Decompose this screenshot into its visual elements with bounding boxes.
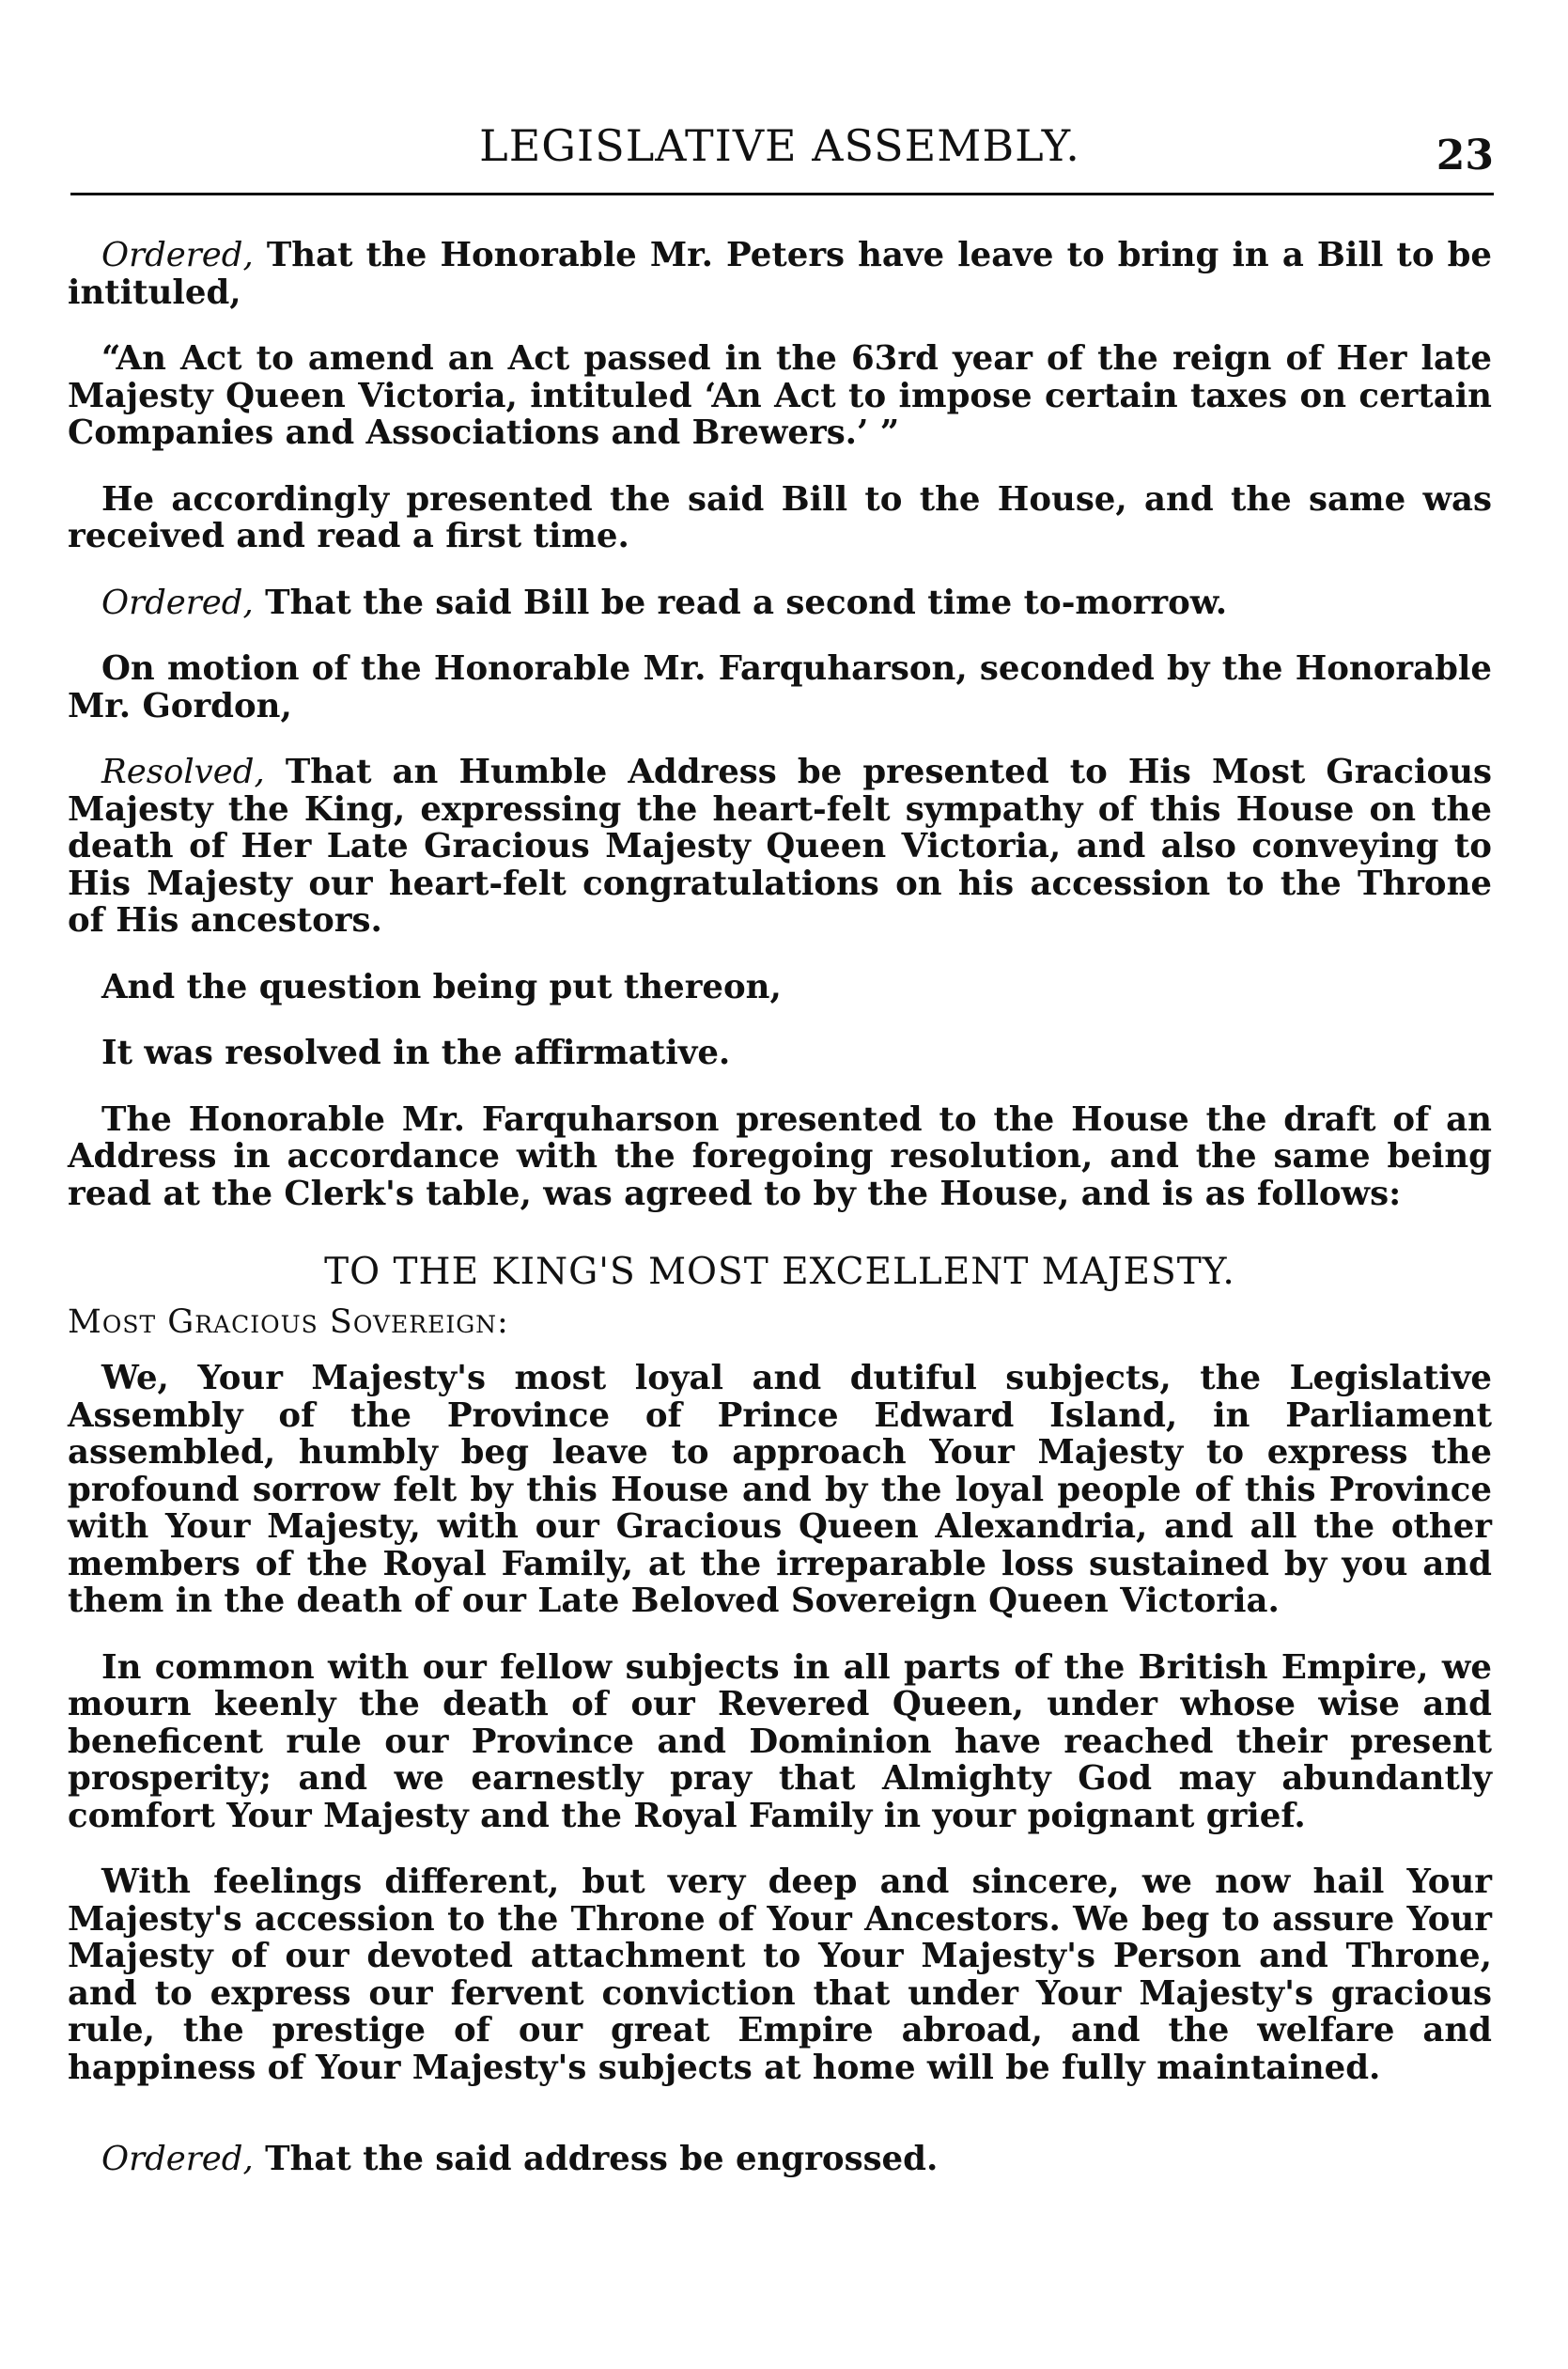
paragraph: [68, 1101, 1492, 1213]
page-number: 23: [1436, 132, 1494, 179]
address-salutation: Most Gracious Sovereign:: [68, 1302, 509, 1341]
paragraph-text: “An Act to amend an Act passed in the 63rd year of the reign of Her late Majesty Queen Victoria, intituled ‘An Act to impose certain taxes on certain Companies and Associations and Brewers.’ ”: [68, 339, 1492, 452]
page-header: [66, 120, 1494, 177]
paragraph-text: That an Humble Address be presented to His Most Gracious Majesty the King, expressing the heart-felt sympathy of this House on the death of Her Late Gracious Majesty Queen Victoria, and also conveying to His Majesty our heart-felt congratulations on his accession to the Throne of His ancestors.: [68, 753, 1492, 940]
page-body: [68, 237, 1492, 2178]
paragraph-text: It was resolved in the affirmative.: [101, 1034, 731, 1072]
running-title: LEGISLATIVE ASSEMBLY.: [479, 120, 1080, 171]
address-title: TO THE KING'S MOST EXCELLENT MAJESTY.: [324, 1251, 1235, 1293]
paragraph: [68, 754, 1492, 940]
paragraph-lead: Ordered,: [101, 2140, 254, 2178]
address-paragraph: With feelings different, but very deep and sincere, we now hail Your Majesty's accession to the Throne of Your Ancestors. We beg to assure Your Majesty of our devoted attachment to Your Majesty's Person and Throne, and to express our fervent conviction that under Your Majesty's gracious rule, the prestige of our great Empire abroad, and the welfare and happiness of Your Majesty's subjects at home will be fully maintained.: [68, 1862, 1492, 2087]
paragraph-text: That the Honorable Mr. Peters have leave to bring in a Bill to be intituled,: [68, 236, 1492, 312]
paragraph-lead: Resolved,: [101, 753, 265, 791]
paragraph-text: On motion of the Honorable Mr. Farquharson, seconded by the Honorable Mr. Gordon,: [68, 649, 1492, 725]
paragraph-lead: Ordered,: [101, 583, 254, 622]
paragraph: [68, 650, 1492, 725]
paragraph: [68, 969, 1492, 1006]
paragraph-text: The Honorable Mr. Farquharson presented to the House the draft of an Address in accordance with the foregoing resolution, and the same being read at the Clerk's table, was agreed to by the House, and is as follows:: [68, 1099, 1492, 1213]
paragraph-text: And the question being put thereon,: [101, 967, 782, 1006]
paragraph: [68, 340, 1492, 452]
paragraph: [68, 481, 1492, 555]
paragraph-text: He accordingly presented the said Bill to the House, and the same was received and read a first time.: [68, 479, 1492, 555]
address-paragraph: We, Your Majesty's most loyal and dutiful subjects, the Legislative Assembly of the Province of Prince Edward Island, in Parliament assembled, humbly beg leave to approach Your Majesty to express the profound sorrow felt by this House and by the loyal people of this Province with Your Majesty, with our Gracious Queen Alexandria, and all the other members of the Royal Family, at the irreparable loss sustained by you and them in the death of our Late Beloved Sovereign Queen Victoria.: [68, 1359, 1492, 1620]
header-rule: [70, 193, 1494, 195]
paragraph-text: That the said Bill be read a second time to-morrow.: [253, 583, 1228, 622]
closing-paragraph: [68, 2141, 1492, 2178]
address-paragraph: In common with our fellow subjects in all parts of the British Empire, we mourn keenly the death of our Revered Queen, under whose wise and beneficent rule our Province and Dominion have reached their present prosperity; and we earnestly pray that Almighty God may abundantly comfort Your Majesty and the Royal Family in your poignant grief.: [68, 1647, 1492, 1835]
paragraph: [68, 237, 1492, 311]
paragraph-lead: Ordered,: [101, 236, 254, 274]
paragraph: [68, 1035, 1492, 1072]
paragraph-text: That the said address be engrossed.: [253, 2140, 939, 2178]
paragraph: [68, 584, 1492, 622]
